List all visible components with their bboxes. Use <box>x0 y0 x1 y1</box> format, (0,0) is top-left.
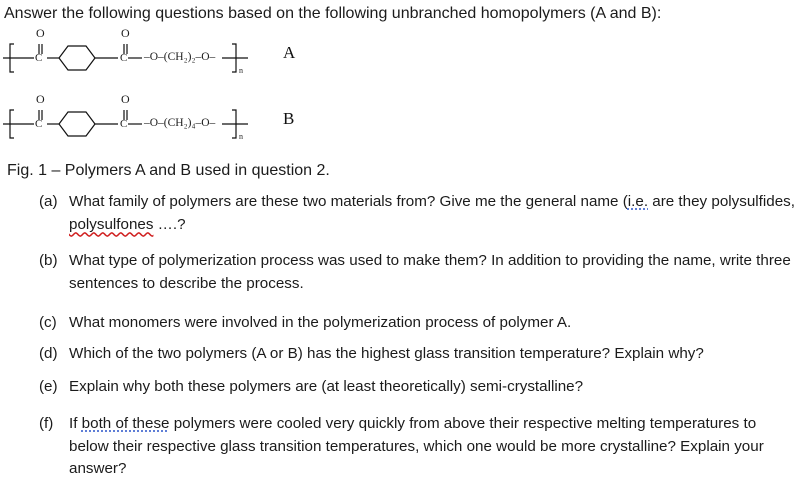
question-b <box>39 250 799 295</box>
polymer-b-structure <box>0 90 330 154</box>
grammar-check-phrase: both of these <box>81 415 170 432</box>
carbonyl-oxygen-left: O <box>36 26 45 40</box>
intro-text: Answer the following questions based on the following unbranched homopolymers (A and B): <box>4 5 662 22</box>
polymer-a-structure <box>0 24 330 88</box>
question-letter: (c) <box>39 314 57 331</box>
question-e <box>39 376 799 399</box>
carbonyl-carbon-right: C <box>120 52 128 64</box>
question-letter: (e) <box>39 378 58 395</box>
question-letter: (a) <box>39 193 58 210</box>
carbonyl-oxygen-left: O <box>36 92 45 106</box>
figure-caption: Fig. 1 – Polymers A and B used in question 2. <box>7 162 330 179</box>
question-text: What family of polymers are these two materials from? Give me the general name (i.e. are they polysulfides, polysulfones ….? <box>69 193 795 233</box>
polymer-label-b: B <box>283 109 295 128</box>
question-d <box>39 343 799 366</box>
question-text: What monomers were involved in the polymerization process of polymer A. <box>69 314 572 331</box>
question-text: If both of these polymers were cooled very quickly from above their respective melting temperatures to below their respective glass transition temperatures, which one would be more crystalline? Explain your answer? <box>69 415 764 477</box>
carbonyl-oxygen-right: O <box>121 26 130 40</box>
question-text: Which of the two polymers (A or B) has the highest glass transition temperature? Explain why? <box>69 345 704 362</box>
carbonyl-carbon-right: C <box>120 118 128 130</box>
question-text: Explain why both these polymers are (at least theoretically) semi-crystalline? <box>69 378 584 395</box>
spellcheck-word: i.e. <box>627 193 649 210</box>
polymer-label-a: A <box>283 43 296 62</box>
question-c <box>39 312 799 335</box>
question-letter: (f) <box>39 415 54 432</box>
spacer-group: –O–(CH₂)₄–O– <box>144 117 216 129</box>
carbonyl-carbon-left: C <box>35 118 43 130</box>
question-letter: (d) <box>39 345 58 362</box>
carbonyl-carbon-left: C <box>35 52 43 64</box>
spellcheck-word: polysulfones <box>69 215 154 233</box>
spacer-group: –O–(CH₂)₂–O– <box>144 51 216 63</box>
question-f <box>39 413 799 481</box>
question-letter: (b) <box>39 252 58 269</box>
carbonyl-oxygen-right: O <box>121 92 130 106</box>
question-a <box>39 191 799 236</box>
repeat-subscript: n <box>239 132 243 141</box>
repeat-subscript: n <box>239 66 243 75</box>
question-text: What type of polymerization process was used to make them? In addition to providing the name, write three sentences to describe the process. <box>69 252 791 292</box>
